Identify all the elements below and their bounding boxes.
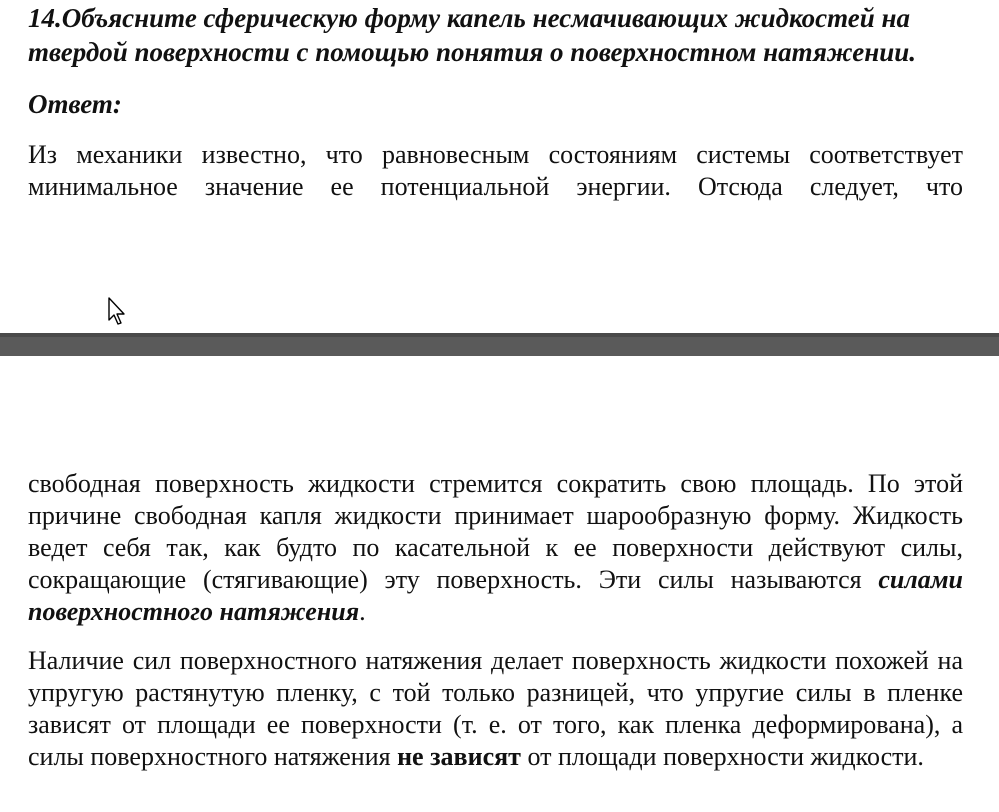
paragraph-3-text-before: Наличие сил поверхностного натяжения делает поверхность жидкости похожей на упругую растянутую пленку, с той только разницей, что упругие силы в пленке зависят от площади ее поверхности (т. е. от того, как пленка деформирована), а силы поверхностного натяжения bbox=[28, 646, 963, 771]
document-page-top bbox=[0, 0, 999, 333]
answer-label: Ответ: bbox=[28, 89, 122, 119]
paragraph-2-text-after: . bbox=[359, 597, 366, 626]
question-heading: 14.Объясните сферическую форму капель несмачивающих жидкостей на твердой поверхности с помощью понятия о поверхностном натяжении. bbox=[28, 3, 917, 67]
paragraph-1: Из механики известно, что равновесным состояниям системы соответствует минимальное значение ее потенциальной энергии. Отсюда следует, что bbox=[28, 140, 963, 201]
mouse-pointer-icon bbox=[108, 297, 128, 327]
paragraph-3 bbox=[28, 645, 963, 773]
paragraph-3-bold: не зависят bbox=[397, 742, 521, 771]
paragraph-2 bbox=[28, 468, 963, 628]
paragraph-2-text-before: свободная поверхность жидкости стремится сократить свою площадь. По этой причине свободная капля жидкости принимает шарообразную форму. Жидкость ведет себя так, как будто по касательной к ее поверхности действуют силы, сокращающие (стягивающие) эту поверхность. Эти силы называются bbox=[28, 469, 963, 594]
paragraph-2-emphasis: силами поверхностного натяжения bbox=[28, 565, 963, 626]
page-separator bbox=[0, 333, 999, 356]
paragraph-3-text-after: от площади поверхности жидкости. bbox=[520, 742, 924, 771]
